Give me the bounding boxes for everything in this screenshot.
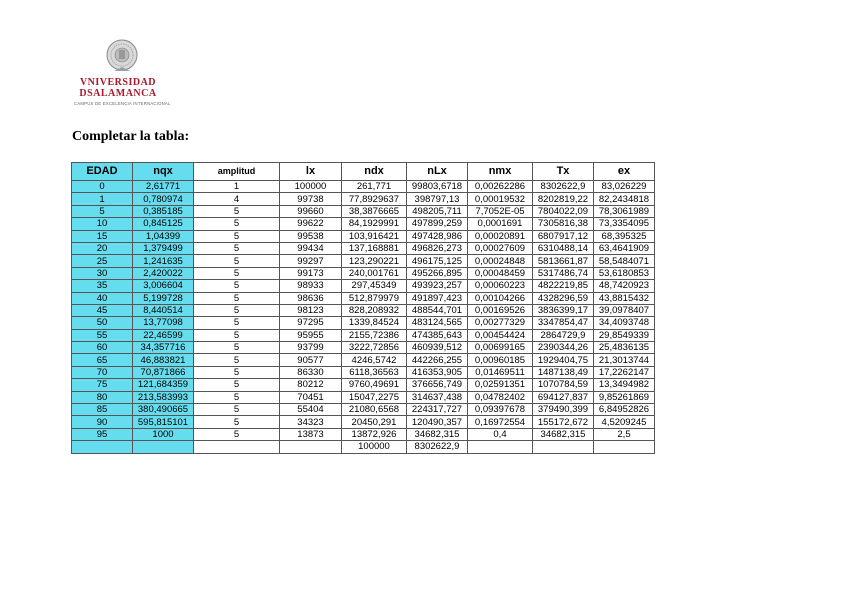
table-cell: 240,001761	[342, 267, 407, 279]
table-cell: 0	[72, 181, 133, 193]
table-cell: 8202819,22	[533, 193, 594, 205]
table-cell: 0,00104266	[468, 292, 533, 304]
table-cell: 25	[72, 255, 133, 267]
table-cell: 416353,905	[407, 366, 468, 378]
table-cell: 99538	[280, 230, 342, 242]
table-cell: 35	[72, 280, 133, 292]
table-cell: 5	[194, 366, 280, 378]
header-cell: Tx	[533, 163, 594, 181]
table-cell: 13873	[280, 428, 342, 440]
table-cell: 60	[72, 342, 133, 354]
table-cell: 5	[194, 280, 280, 292]
table-cell: 4328296,59	[533, 292, 594, 304]
table-row	[72, 205, 655, 217]
table-cell: 8302622,9	[407, 441, 468, 453]
table-cell: 5	[194, 267, 280, 279]
table-cell: 0,00699165	[468, 342, 533, 354]
table-cell: 5	[194, 404, 280, 416]
table-cell: 9,85261869	[594, 391, 655, 403]
table-cell: 5	[194, 416, 280, 428]
table-cell: 828,208932	[342, 304, 407, 316]
table-cell: 0,0001691	[468, 218, 533, 230]
table-cell: 5	[194, 379, 280, 391]
table-row	[72, 342, 655, 354]
table-cell: 20450,291	[342, 416, 407, 428]
table-cell: 0,00024848	[468, 255, 533, 267]
table-cell: 15	[72, 230, 133, 242]
table-cell: 84,1929991	[342, 218, 407, 230]
table-cell: 7,7052E-05	[468, 205, 533, 217]
table-cell: 121,684359	[133, 379, 194, 391]
table-cell: 99173	[280, 267, 342, 279]
table-cell: 5	[194, 304, 280, 316]
table-cell: 98636	[280, 292, 342, 304]
university-logo	[74, 38, 174, 112]
table-cell: 40	[72, 292, 133, 304]
table-cell: 2864729,9	[533, 329, 594, 341]
table-cell	[533, 441, 594, 453]
table-cell: 120490,357	[407, 416, 468, 428]
logo-name-line2: DSALAMANCA	[79, 88, 157, 99]
table-cell: 3347854,47	[533, 317, 594, 329]
table-cell: 99297	[280, 255, 342, 267]
table-cell: 512,879979	[342, 292, 407, 304]
table-cell: 15047,2275	[342, 391, 407, 403]
table-cell: 30	[72, 267, 133, 279]
table-cell	[72, 441, 133, 453]
table-cell: 3222,72856	[342, 342, 407, 354]
table-cell: 0,00262286	[468, 181, 533, 193]
university-seal-icon	[102, 38, 142, 76]
table-row	[72, 230, 655, 242]
table-cell: 95	[72, 428, 133, 440]
table-cell: 99803,6718	[407, 181, 468, 193]
table-row	[72, 428, 655, 440]
table-cell: 0,00454424	[468, 329, 533, 341]
table-cell	[133, 441, 194, 453]
table-cell: 1000	[133, 428, 194, 440]
table-cell: 497899,259	[407, 218, 468, 230]
table-cell: 0,4	[468, 428, 533, 440]
table-cell: 100000	[280, 181, 342, 193]
table-row	[72, 181, 655, 193]
table-cell: 75	[72, 379, 133, 391]
table-cell: 498205,711	[407, 205, 468, 217]
table-cell: 46,883821	[133, 354, 194, 366]
table-cell: 0,00048459	[468, 267, 533, 279]
table-cell: 13,77098	[133, 317, 194, 329]
table-cell: 78,3061989	[594, 205, 655, 217]
table-cell: 0,00060223	[468, 280, 533, 292]
logo-tagline: CAMPUS DE EXCELENCIA INTERNACIONAL	[74, 101, 171, 106]
table-cell: 0,780974	[133, 193, 194, 205]
table-cell: 1	[194, 181, 280, 193]
table-cell: 99660	[280, 205, 342, 217]
table-cell: 442266,255	[407, 354, 468, 366]
life-table	[71, 162, 655, 454]
table-cell: 495266,895	[407, 267, 468, 279]
table-cell: 4,5209245	[594, 416, 655, 428]
table-cell: 379490,399	[533, 404, 594, 416]
table-cell: 63,4641909	[594, 242, 655, 254]
table-cell: 5	[194, 317, 280, 329]
header-row	[72, 163, 655, 181]
table-cell: 4246,5742	[342, 354, 407, 366]
table-cell: 398797,13	[407, 193, 468, 205]
table-cell: 68,395325	[594, 230, 655, 242]
table-row	[72, 292, 655, 304]
table-cell: 5	[72, 205, 133, 217]
table-cell: 491897,423	[407, 292, 468, 304]
table-cell: 1,04399	[133, 230, 194, 242]
table-row	[72, 280, 655, 292]
table-cell: 123,290221	[342, 255, 407, 267]
table-cell: 155172,672	[533, 416, 594, 428]
table-cell: 99738	[280, 193, 342, 205]
table-cell: 90	[72, 416, 133, 428]
table-cell: 1339,84524	[342, 317, 407, 329]
table-cell: 5	[194, 329, 280, 341]
table-cell: 497428,986	[407, 230, 468, 242]
table-row	[72, 304, 655, 316]
table-cell: 2390344,26	[533, 342, 594, 354]
table-cell: 48,7420923	[594, 280, 655, 292]
table-cell: 10	[72, 218, 133, 230]
table-cell: 1487138,49	[533, 366, 594, 378]
table-row	[72, 379, 655, 391]
table-cell: 0,16972554	[468, 416, 533, 428]
table-row	[72, 329, 655, 341]
table-cell: 5	[194, 230, 280, 242]
table-cell: 380,490665	[133, 404, 194, 416]
table-cell: 0,00277329	[468, 317, 533, 329]
table-cell: 13,3494982	[594, 379, 655, 391]
table-cell: 70,871866	[133, 366, 194, 378]
table-row	[72, 317, 655, 329]
table-cell: 83,026229	[594, 181, 655, 193]
table-cell: 5	[194, 354, 280, 366]
table-row	[72, 391, 655, 403]
table-cell: 5	[194, 205, 280, 217]
table-cell: 34682,315	[407, 428, 468, 440]
header-cell: nqx	[133, 163, 194, 181]
table-cell: 20	[72, 242, 133, 254]
table-cell: 86330	[280, 366, 342, 378]
table-row	[72, 242, 655, 254]
table-cell: 0,00027609	[468, 242, 533, 254]
table-cell: 6310488,14	[533, 242, 594, 254]
table-cell: 694127,837	[533, 391, 594, 403]
table-cell: 488544,701	[407, 304, 468, 316]
table-cell: 17,2262147	[594, 366, 655, 378]
table-cell: 1,241635	[133, 255, 194, 267]
table-cell: 5813661,87	[533, 255, 594, 267]
table-cell: 1,379499	[133, 242, 194, 254]
table-cell: 70	[72, 366, 133, 378]
table-cell: 80212	[280, 379, 342, 391]
instruction-heading: Completar la tabla:	[72, 129, 190, 144]
table-cell: 7305816,38	[533, 218, 594, 230]
table-cell: 13872,926	[342, 428, 407, 440]
table-cell	[468, 441, 533, 453]
table-cell: 103,916421	[342, 230, 407, 242]
table-cell: 6807917,12	[533, 230, 594, 242]
table-cell: 7804022,09	[533, 205, 594, 217]
table-cell: 1070784,59	[533, 379, 594, 391]
table-cell: 224317,727	[407, 404, 468, 416]
table-cell: 5	[194, 218, 280, 230]
table-cell: 53,6180853	[594, 267, 655, 279]
table-cell: 0,00019532	[468, 193, 533, 205]
table-cell: 39,0978407	[594, 304, 655, 316]
table-cell: 38,3876665	[342, 205, 407, 217]
table-cell: 34323	[280, 416, 342, 428]
table-cell: 100000	[342, 441, 407, 453]
table-cell: 2,61771	[133, 181, 194, 193]
table-cell: 5	[194, 255, 280, 267]
table-cell: 595,815101	[133, 416, 194, 428]
table-cell: 0,00169526	[468, 304, 533, 316]
table-cell: 0,09397678	[468, 404, 533, 416]
table-cell: 460939,512	[407, 342, 468, 354]
table-cell: 9760,49691	[342, 379, 407, 391]
table-cell: 3,006604	[133, 280, 194, 292]
table-cell: 97295	[280, 317, 342, 329]
table-cell: 0,385185	[133, 205, 194, 217]
table-cell: 5	[194, 292, 280, 304]
header-cell: EDAD	[72, 163, 133, 181]
table-cell: 21,3013744	[594, 354, 655, 366]
totals-row	[72, 441, 655, 453]
table-row	[72, 416, 655, 428]
table-cell: 4822219,85	[533, 280, 594, 292]
table-cell: 45	[72, 304, 133, 316]
table-cell	[594, 441, 655, 453]
table-cell: 0,02591351	[468, 379, 533, 391]
header-cell: ndx	[342, 163, 407, 181]
table-cell: 496826,273	[407, 242, 468, 254]
table-cell: 43,8815432	[594, 292, 655, 304]
header-cell: amplitud	[194, 163, 280, 181]
table-cell: 50	[72, 317, 133, 329]
header-cell: lx	[280, 163, 342, 181]
table-cell: 22,46599	[133, 329, 194, 341]
table-cell: 55	[72, 329, 133, 341]
table-cell: 98123	[280, 304, 342, 316]
table-cell: 137,168881	[342, 242, 407, 254]
header-cell: nmx	[468, 163, 533, 181]
table-cell: 0,00960185	[468, 354, 533, 366]
table-row	[72, 267, 655, 279]
table-cell: 1929404,75	[533, 354, 594, 366]
table-cell: 80	[72, 391, 133, 403]
table-cell: 8302622,9	[533, 181, 594, 193]
table-cell: 0,04782402	[468, 391, 533, 403]
table-row	[72, 218, 655, 230]
table-cell: 77,8929637	[342, 193, 407, 205]
table-row	[72, 193, 655, 205]
table-cell: 2,420022	[133, 267, 194, 279]
table-cell: 25,4836135	[594, 342, 655, 354]
table-cell	[280, 441, 342, 453]
table-body	[72, 181, 655, 454]
table-cell: 93799	[280, 342, 342, 354]
table-cell: 5,199728	[133, 292, 194, 304]
table-cell: 34,357716	[133, 342, 194, 354]
table-cell: 376656,749	[407, 379, 468, 391]
table-cell: 99434	[280, 242, 342, 254]
table-row	[72, 255, 655, 267]
table-cell: 98933	[280, 280, 342, 292]
table-row	[72, 404, 655, 416]
table-cell: 0,00020891	[468, 230, 533, 242]
table-cell: 5	[194, 391, 280, 403]
logo-name-line1: VNIVERSIDAD	[79, 77, 157, 88]
table-cell: 82,2434818	[594, 193, 655, 205]
table-cell: 99622	[280, 218, 342, 230]
table-cell: 6118,36563	[342, 366, 407, 378]
table-cell: 483124,565	[407, 317, 468, 329]
header-cell: nLx	[407, 163, 468, 181]
table-cell: 5	[194, 428, 280, 440]
table-cell: 55404	[280, 404, 342, 416]
table-cell: 21080,6568	[342, 404, 407, 416]
table-cell: 297,45349	[342, 280, 407, 292]
table-cell: 5317486,74	[533, 267, 594, 279]
table-cell: 6,84952826	[594, 404, 655, 416]
table-cell: 58,5484071	[594, 255, 655, 267]
table-cell: 0,845125	[133, 218, 194, 230]
table-cell: 1	[72, 193, 133, 205]
table-cell: 90577	[280, 354, 342, 366]
table-cell: 85	[72, 404, 133, 416]
table-cell: 65	[72, 354, 133, 366]
table-cell	[194, 441, 280, 453]
table-cell: 4	[194, 193, 280, 205]
table-cell: 73,3354095	[594, 218, 655, 230]
table-cell: 0,01469511	[468, 366, 533, 378]
table-cell: 474385,643	[407, 329, 468, 341]
table-cell: 70451	[280, 391, 342, 403]
table-cell: 34,4093748	[594, 317, 655, 329]
table-cell: 29,8549339	[594, 329, 655, 341]
table-row	[72, 366, 655, 378]
table-cell: 314637,438	[407, 391, 468, 403]
table-row	[72, 354, 655, 366]
table-cell: 2,5	[594, 428, 655, 440]
table-cell: 213,583993	[133, 391, 194, 403]
table-cell: 5	[194, 342, 280, 354]
table-cell: 8,440514	[133, 304, 194, 316]
table-cell: 5	[194, 242, 280, 254]
table-cell: 261,771	[342, 181, 407, 193]
table-cell: 34682,315	[533, 428, 594, 440]
table-cell: 95955	[280, 329, 342, 341]
table-cell: 3836399,17	[533, 304, 594, 316]
table-cell: 496175,125	[407, 255, 468, 267]
table-cell: 2155,72386	[342, 329, 407, 341]
header-cell: ex	[594, 163, 655, 181]
table-cell: 493923,257	[407, 280, 468, 292]
